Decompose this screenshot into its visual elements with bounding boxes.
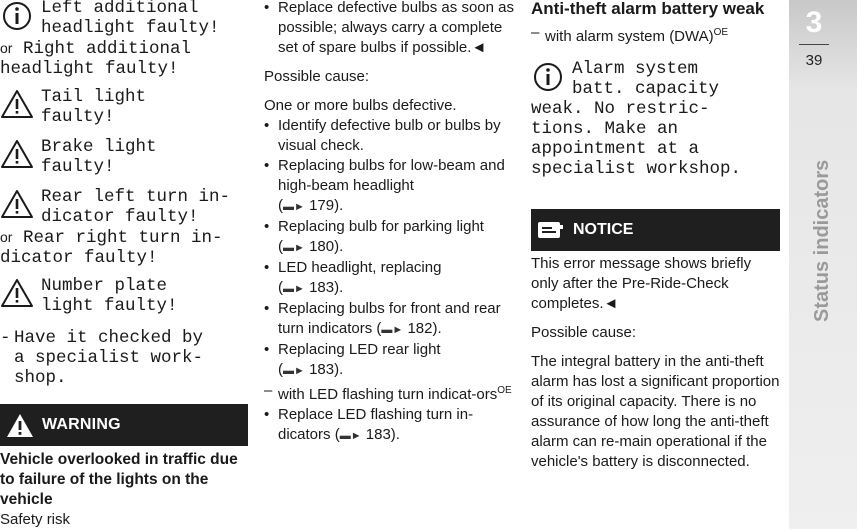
msg-line: specialist workshop. <box>531 159 742 179</box>
page-ref-text: 182). <box>407 320 442 337</box>
msg-text: Right additional <box>22 39 191 59</box>
msg-line: faulty! <box>41 107 115 127</box>
msg-line: tions. Make an <box>531 119 679 139</box>
page-ref[interactable]: (▬► 180). <box>278 238 344 255</box>
bullet-item <box>264 299 514 340</box>
column-left <box>0 0 252 528</box>
msg-line: Tail light <box>41 87 147 107</box>
notice-label: NOTICE <box>573 221 634 238</box>
msg-line: Alarm system <box>572 59 699 79</box>
msg-line: headlight faulty! <box>0 59 179 79</box>
section-heading: Anti-theft alarm battery weak <box>531 0 765 18</box>
msg-line: batt. capacity <box>572 79 720 99</box>
page-ref[interactable]: (▬► 182). <box>376 320 442 337</box>
arrow-ref-icon: ▬► <box>283 283 305 295</box>
warning-heading: Vehicle overlooked in traffic due to failure of the lights on the vehicle <box>0 451 238 508</box>
action-line: a specialist work- <box>14 348 204 368</box>
or-word: or <box>0 40 13 56</box>
page-ref-text: 183). <box>309 279 344 296</box>
cause-text: One or more bulbs defective. <box>264 97 457 114</box>
or-line <box>0 38 252 59</box>
notice-body <box>531 254 781 472</box>
bullet-text: Replace defective bulbs as soon as possible; always carry a complete set of spare bulbs if possible.◄ <box>278 0 514 56</box>
warning-triangle-icon <box>6 413 34 438</box>
bullet-text: Replacing LED rear light <box>278 341 441 358</box>
bullet-text: Replacing bulb for parking light <box>278 218 484 235</box>
warning-label: WARNING <box>42 416 121 433</box>
page-ref[interactable]: (▬► 183). <box>278 279 344 296</box>
page-number: 39 <box>805 52 823 69</box>
chapter-number: 3 <box>805 6 823 39</box>
or-line <box>0 227 252 248</box>
arrow-ref-icon: ▬► <box>283 365 305 377</box>
message-rear-turn-indicator <box>0 187 252 227</box>
bullet-item <box>264 156 514 217</box>
message-tail-light <box>0 87 252 127</box>
bullet-text: LED headlight, replacing <box>278 259 442 276</box>
column-middle <box>264 0 514 446</box>
info-icon <box>531 61 565 91</box>
msg-line: faulty! <box>41 157 115 177</box>
warning-banner <box>0 404 248 446</box>
msg-line: weak. No restric- <box>531 99 710 119</box>
msg-line: Brake light <box>41 137 157 157</box>
cause-text: The integral battery in the anti-theft alarm has lost a significant proportion of its original capacity. There is no assurance of how long the anti-theft alarm can re-main operational if the vehicle's battery is disconnected. <box>531 353 780 470</box>
bullet-text: Replacing bulbs for low-beam and high-beam headlight <box>278 157 505 194</box>
page-ref[interactable]: (▬► 183). <box>278 361 344 378</box>
notice-text: This error message shows briefly only after the Pre-Ride-Check completes.◄ <box>531 255 752 312</box>
page-ref-text: 183). <box>365 426 400 443</box>
section-title-vertical: Status indicators <box>811 159 833 322</box>
msg-line: headlight faulty! <box>41 18 220 38</box>
bullet-text: Replacing bulbs for front and rear turn indicators <box>278 300 501 337</box>
warning-triangle-icon <box>0 278 34 308</box>
bullet-text: Identify defective bulb or bulbs by visual check. <box>278 117 501 154</box>
action-have-checked <box>0 328 252 388</box>
oe-superscript: OE <box>713 27 729 38</box>
msg-text: Rear right turn in- <box>22 228 223 248</box>
message-number-plate-light <box>0 276 252 316</box>
warning-subtext: Safety risk <box>0 511 71 528</box>
bullet-replace-defective <box>264 0 514 58</box>
or-word: or <box>0 229 13 245</box>
page-ref[interactable]: (▬► 179). <box>278 197 344 214</box>
warning-triangle-icon <box>0 89 34 119</box>
bullet-text: Replace LED flashing turn in-dicators <box>278 406 474 443</box>
column-right <box>531 0 781 470</box>
bullet-item <box>264 116 514 156</box>
arrow-ref-icon: ▬► <box>381 324 404 336</box>
action-dash: - <box>0 328 11 348</box>
arrow-ref-icon: ▬► <box>283 242 305 254</box>
dash-text: with LED flashing turn indicat-ors <box>278 386 498 403</box>
motorcycle-hand-icon <box>537 219 565 241</box>
arrow-ref-icon: ▬► <box>283 201 305 213</box>
page-ref-text: 180). <box>309 238 344 255</box>
action-line: Have it checked by <box>14 328 204 348</box>
msg-line: Left additional <box>41 0 199 18</box>
warning-body <box>0 450 248 530</box>
page-ref-text: 183). <box>309 361 344 378</box>
possible-cause-label: Possible cause: <box>531 324 637 341</box>
page-ref-text: 179). <box>309 197 344 214</box>
message-left-headlight <box>0 0 252 38</box>
bullet-item <box>264 405 514 446</box>
message-alarm-battery <box>531 59 781 99</box>
arrow-ref-icon: ▬► <box>339 430 362 442</box>
msg-line: dicator faulty! <box>0 248 158 268</box>
dash-alarm-system <box>531 23 781 47</box>
msg-line: Number plate <box>41 276 168 296</box>
warning-triangle-icon <box>0 189 34 219</box>
chapter-side-tab <box>789 0 857 529</box>
info-icon <box>0 0 34 30</box>
msg-line: Rear left turn in- <box>41 187 231 207</box>
possible-cause-label: Possible cause: <box>264 68 370 85</box>
action-line: shop. <box>14 368 67 388</box>
page-ref[interactable]: (▬► 183). <box>334 426 400 443</box>
bullet-item <box>264 258 514 299</box>
dash-item-led-flashing <box>264 381 514 405</box>
bullet-item <box>264 217 514 258</box>
message-brake-light <box>0 137 252 177</box>
bullet-item <box>264 340 514 381</box>
dash-text: with alarm system (DWA) <box>545 28 714 45</box>
msg-line: dicator faulty! <box>41 207 199 227</box>
msg-line: appointment at a <box>531 139 700 159</box>
chapter-divider <box>799 44 829 45</box>
notice-banner <box>531 209 780 251</box>
oe-superscript: OE <box>497 385 512 396</box>
msg-line: light faulty! <box>41 296 178 316</box>
warning-triangle-icon <box>0 139 34 169</box>
